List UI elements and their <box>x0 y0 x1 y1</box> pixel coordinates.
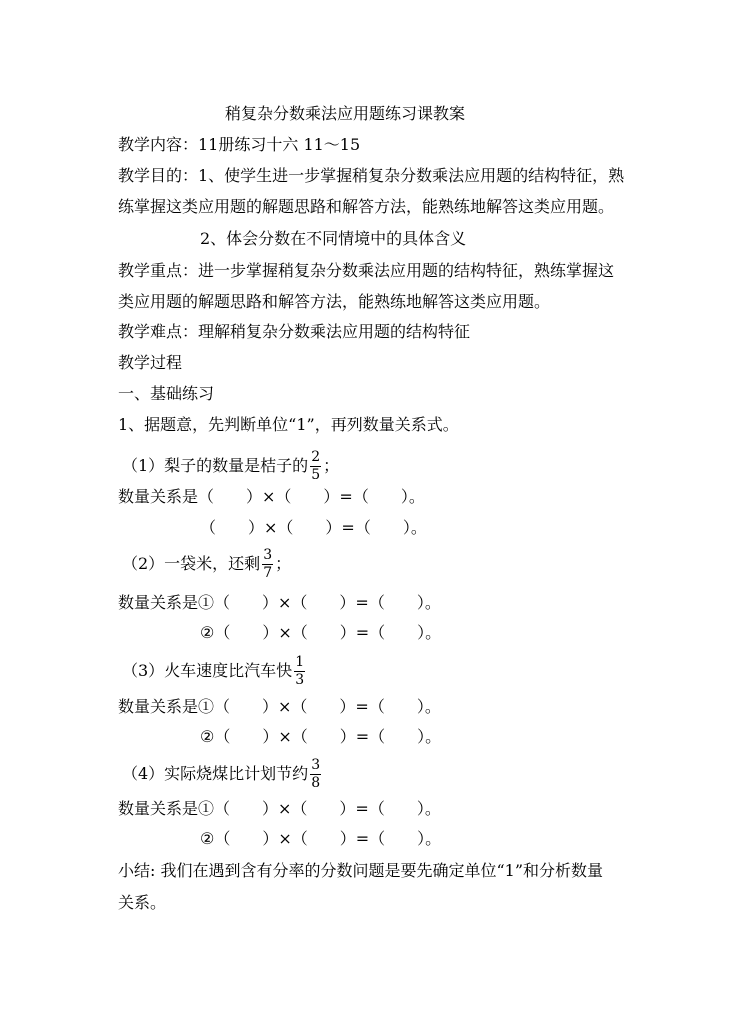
fraction-3-8 <box>310 758 321 791</box>
question-2-relation-1: 数量关系是①（ ）×（ ）=（ ）。 <box>118 593 441 612</box>
fraction-numerator: 2 <box>311 449 321 465</box>
section-basic-practice: 一、基础练习 <box>118 384 215 403</box>
exercise-1-intro: 1、据题意，先判断单位“1”，再列数量关系式。 <box>118 415 459 434</box>
question-4-relation-1: 数量关系是①（ ）×（ ）=（ ）。 <box>118 799 441 818</box>
question-3 <box>122 653 307 689</box>
teaching-goal-line-3: 2、体会分数在不同情境中的具体含义 <box>200 229 467 248</box>
question-4-text: （4）实际烧煤比计划节约 <box>122 764 309 783</box>
question-2 <box>122 546 291 582</box>
fraction-denominator: 8 <box>311 775 321 791</box>
question-4 <box>122 756 323 792</box>
teaching-difficulty: 教学难点：理解稍复杂分数乘法应用题的结构特征 <box>118 322 471 341</box>
fraction-1-3 <box>294 655 305 688</box>
teaching-key-line-2: 类应用题的解题思路和解答方法，能熟练地解答这类应用题。 <box>118 292 551 311</box>
question-3-relation-2: ②（ ）×（ ）=（ ）。 <box>200 727 442 746</box>
question-4-relation-2: ②（ ）×（ ）=（ ）。 <box>200 829 442 848</box>
teaching-goal-line-1: 教学目的：1、使学生进一步掌握稍复杂分数乘法应用题的结构特征，熟 <box>118 166 625 185</box>
document-title: 稍复杂分数乘法应用题练习课教案 <box>225 104 466 123</box>
question-1-relation-1: 数量关系是（ ）×（ ）=（ ）。 <box>118 487 425 506</box>
question-1 <box>122 448 339 484</box>
question-3-relation-1: 数量关系是①（ ）×（ ）=（ ）。 <box>118 697 441 716</box>
teaching-content: 教学内容：11册练习十六 11～15 <box>118 135 361 154</box>
fraction-numerator: 3 <box>263 547 273 563</box>
fraction-numerator: 1 <box>295 654 305 670</box>
question-1-relation-2: （ ）×（ ）=（ ）。 <box>200 518 427 537</box>
fraction-denominator: 5 <box>311 467 321 483</box>
question-3-text: （3）火车速度比汽车快 <box>122 661 293 680</box>
question-1-suffix: ； <box>323 456 340 475</box>
question-2-text: （2）一袋米，还剩 <box>122 554 261 573</box>
teaching-key-line-1: 教学重点：进一步掌握稍复杂分数乘法应用题的结构特征，熟练掌握这 <box>118 261 615 280</box>
fraction-3-7 <box>262 548 273 581</box>
summary-line-1: 小结: 我们在遇到含有分率的分数问题是要先确定单位“1”和分析数量 <box>118 861 604 880</box>
process-heading: 教学过程 <box>118 353 183 372</box>
teaching-goal-line-2: 练掌握这类应用题的解题思路和解答方法，能熟练地解答这类应用题。 <box>118 197 615 216</box>
fraction-2-5 <box>310 450 321 483</box>
fraction-denominator: 7 <box>263 565 273 581</box>
fraction-numerator: 3 <box>311 757 321 773</box>
question-1-text: （1）梨子的数量是桔子的 <box>122 456 309 475</box>
fraction-denominator: 3 <box>295 672 305 688</box>
question-2-relation-2: ②（ ）×（ ）=（ ）。 <box>200 623 442 642</box>
summary-line-2: 关系。 <box>118 893 167 912</box>
question-2-suffix: ； <box>275 554 292 573</box>
